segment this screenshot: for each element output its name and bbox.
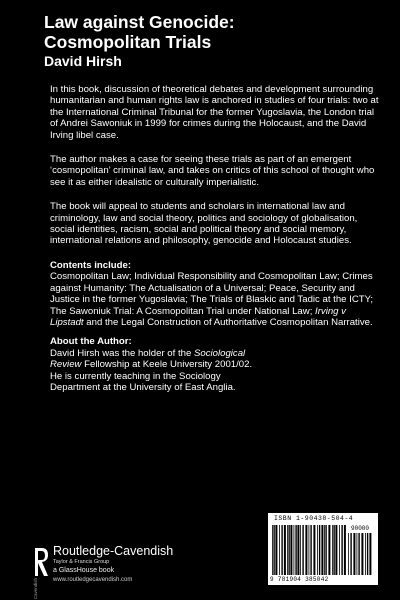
blurb [50, 84, 380, 393]
barcode-box [268, 513, 378, 585]
barcode-bar [295, 525, 296, 575]
barcode-bar [341, 525, 342, 575]
barcode-bar [272, 525, 273, 575]
barcode-bar [348, 533, 349, 575]
barcode-bar [310, 525, 311, 575]
contents-section [50, 260, 380, 328]
contents-text [50, 271, 380, 328]
book-title: Law against Genocide: Cosmopolitan Trials [44, 12, 235, 52]
barcode-bar [297, 525, 299, 575]
price-code-text: 90000 [351, 525, 370, 532]
barcode-bar [365, 533, 366, 575]
barcode-bar [353, 533, 355, 575]
about-text-part: Fellowship at Keele University 2001/02. He is currently teaching in the Sociology Department at the University of East Anglia. [50, 359, 253, 393]
barcode-bar [309, 525, 310, 575]
barcode-bar [339, 525, 340, 575]
about-section [50, 336, 265, 393]
barcode-bar [302, 525, 303, 575]
addon-barcode-icon [348, 533, 372, 575]
barcode-bar [281, 525, 282, 575]
blurb-paragraph: In this book, discussion of theoretical debates and development surrounding humanitarian and human rights law is anchored in studies of four trials: two at the International Criminal Tribunal for the former Yugoslavia, the London trial of Andrei Sawoniuk in 1999 for crimes during the Holocaust, and the David Irving libel case. [50, 84, 379, 141]
barcode-bar [273, 525, 274, 575]
about-heading: About the Author: [50, 336, 132, 348]
barcode-bar [367, 533, 368, 575]
publisher-imprint: a GlassHouse book [53, 567, 115, 574]
blurb-paragraph: The author makes a case for seeing these trials as part of an emergent ‘cosmopolitan’ criminal law, and takes on critics of this school of thought who see it as either idealistic or culturally imperialistic. [50, 154, 375, 188]
blurb-paragraph: The book will appeal to students and scholars in international law and criminology, law and social theory, politics and sociology of globalisation, social identities, racism, social and political theory and social memory, international relations and philosophy, genocide and Holocaust studies. [50, 201, 358, 247]
publisher-url: www.routledgecavendish.com [53, 577, 133, 583]
barcode-bar [313, 525, 315, 575]
barcode-bar [369, 533, 371, 575]
barcode-bar [300, 525, 301, 575]
barcode-bar [287, 525, 288, 575]
contents-heading: Contents include: [50, 259, 132, 271]
barcode-bar [358, 533, 359, 575]
barcode-bar [344, 525, 346, 575]
barcode-bar [361, 533, 363, 575]
about-text-part: David Hirsh was the holder of the [50, 347, 194, 359]
barcode-bar [294, 525, 295, 575]
book-author: David Hirsh [44, 53, 122, 69]
publisher-name: Routledge-Cavendish [53, 544, 174, 558]
barcode-bar [350, 533, 351, 575]
contents-text-part: and the Legal Construction of Authoritative Cosmopolitan Narrative. [83, 316, 373, 328]
isbn-text: ISBN 1-90438-504-4 [274, 515, 354, 522]
routledge-logo-icon [33, 546, 49, 578]
ean-number-text: 9 781904 385042 [270, 576, 329, 583]
barcode-bar [324, 525, 325, 575]
about-text-italic: Sociological Review [50, 347, 246, 371]
barcode-bar [279, 525, 280, 575]
publisher-side-label: Cavendish [33, 578, 38, 600]
barcode-bar [357, 533, 358, 575]
barcode-bar [325, 525, 326, 575]
about-text [50, 348, 265, 394]
barcode-bar [332, 525, 333, 575]
barcode-bar [319, 525, 320, 575]
barcode-bar [275, 525, 277, 575]
barcode-bar [321, 525, 323, 575]
contents-text-italic: Irving v Lipstadt [50, 305, 346, 328]
barcode-bar [288, 525, 289, 575]
barcode-bar [328, 525, 330, 575]
barcode-bar [284, 525, 286, 575]
barcode-bar [290, 525, 292, 575]
barcode-bar [305, 525, 307, 575]
title-block [44, 12, 374, 70]
barcode-bar [333, 525, 334, 575]
publisher-group: Taylor & Francis Group [53, 559, 110, 565]
ean-barcode-icon [272, 525, 346, 575]
contents-text-part: Cosmopolitan Law; Individual Responsibility and Cosmopolitan Law; Crimes against Humanity: The Actualisation of a Universal; Peace, Security and Justice in the former Yugoslavia; The Trials of Blaskic and Tadic at the ICTY; The Sawoniuk Trial: A Cosmopolitan Trial under National Law; [50, 271, 374, 317]
barcode-bar [335, 525, 337, 575]
barcode-bar [317, 525, 318, 575]
